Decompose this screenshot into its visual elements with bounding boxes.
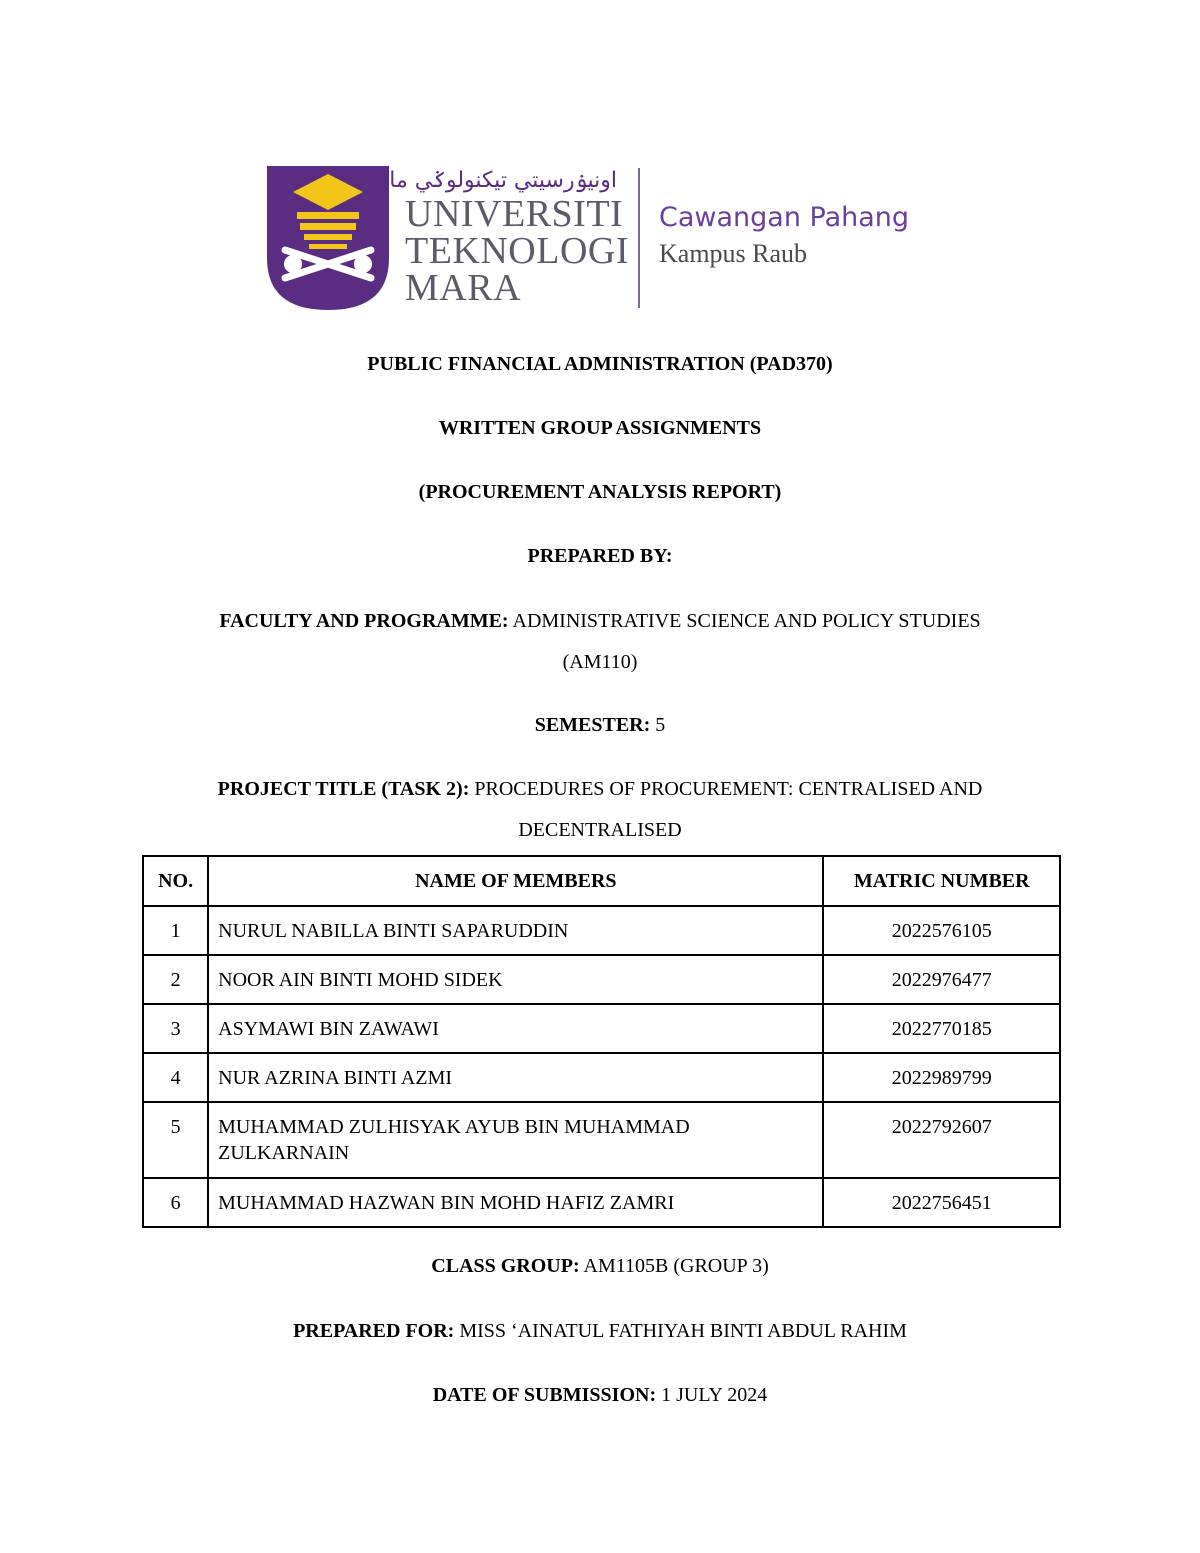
member-no: 2 bbox=[143, 955, 208, 1004]
member-matric: 2022756451 bbox=[823, 1178, 1060, 1227]
header-no: NO. bbox=[143, 856, 208, 906]
table-row bbox=[143, 906, 1060, 955]
project-title-line bbox=[0, 769, 1200, 809]
project-title-label: PROJECT TITLE (TASK 2): bbox=[217, 778, 470, 800]
member-name: NUR AZRINA BINTI AZMI bbox=[208, 1053, 823, 1102]
project-title-value: PROCEDURES OF PROCUREMENT: CENTRALISED AND bbox=[474, 778, 983, 800]
members-table bbox=[142, 855, 1061, 1228]
semester-label: SEMESTER: bbox=[534, 714, 651, 736]
prepared-for-label: PREPARED FOR: bbox=[293, 1320, 455, 1342]
class-group-value: AM1105B (GROUP 3) bbox=[583, 1255, 769, 1277]
member-no: 4 bbox=[143, 1053, 208, 1102]
member-name: NOOR AIN BINTI MOHD SIDEK bbox=[208, 955, 823, 1004]
member-name: MUHAMMAD HAZWAN BIN MOHD HAFIZ ZAMRI bbox=[208, 1178, 823, 1227]
member-name: MUHAMMAD ZULHISYAK AYUB BIN MUHAMMAD ZULKARNAIN bbox=[208, 1102, 823, 1178]
table-row bbox=[143, 1004, 1060, 1053]
header-name: NAME OF MEMBERS bbox=[208, 856, 823, 906]
member-no: 5 bbox=[143, 1102, 208, 1178]
table-row bbox=[143, 955, 1060, 1004]
header-matric: MATRIC NUMBER bbox=[823, 856, 1060, 906]
member-no: 6 bbox=[143, 1178, 208, 1227]
class-group-line bbox=[0, 1246, 1200, 1286]
prepared-for-line bbox=[0, 1311, 1200, 1351]
submission-date-line bbox=[0, 1375, 1200, 1415]
member-no: 1 bbox=[143, 906, 208, 955]
table-row bbox=[143, 1102, 1060, 1178]
logo-word: TEKNOLOGI bbox=[405, 230, 630, 272]
logo-word: MARA bbox=[405, 267, 522, 309]
logo-campus-branch: Cawangan Pahang bbox=[659, 202, 910, 233]
table-row bbox=[143, 1178, 1060, 1227]
prepared-for-value: MISS ‘AINATUL FATHIYAH BINTI ABDUL RAHIM bbox=[459, 1320, 907, 1342]
table-header-row bbox=[143, 856, 1060, 906]
table-row bbox=[143, 1053, 1060, 1102]
member-matric: 2022989799 bbox=[823, 1053, 1060, 1102]
member-name: NURUL NABILLA BINTI SAPARUDDIN bbox=[208, 906, 823, 955]
faculty-label: FACULTY AND PROGRAMME: bbox=[219, 610, 509, 632]
logo-divider bbox=[638, 168, 640, 308]
member-matric: 2022792607 bbox=[823, 1102, 1060, 1178]
prepared-by-heading: PREPARED BY: bbox=[527, 545, 673, 567]
project-title-cont: DECENTRALISED bbox=[518, 819, 682, 841]
class-group-label: CLASS GROUP: bbox=[431, 1255, 580, 1277]
semester-line bbox=[0, 705, 1200, 745]
member-no: 3 bbox=[143, 1004, 208, 1053]
submission-date-value: 1 JULY 2024 bbox=[661, 1384, 768, 1406]
member-name: ASYMAWI BIN ZAWAWI bbox=[208, 1004, 823, 1053]
logo-word: UNIVERSITI bbox=[405, 193, 624, 235]
member-matric: 2022576105 bbox=[823, 906, 1060, 955]
member-matric: 2022976477 bbox=[823, 955, 1060, 1004]
logo-arabic-text: اونيۏرسيتي تيكنولوݢي مارا bbox=[372, 168, 617, 193]
member-matric: 2022770185 bbox=[823, 1004, 1060, 1053]
assignment-title: WRITTEN GROUP ASSIGNMENTS bbox=[438, 417, 762, 439]
faculty-code: (AM110) bbox=[562, 651, 638, 673]
logo-wordmark bbox=[405, 193, 630, 309]
report-title: (PROCUREMENT ANALYSIS REPORT) bbox=[418, 481, 782, 503]
logo-campus-name: Kampus Raub bbox=[659, 239, 808, 268]
semester-value: 5 bbox=[655, 714, 666, 736]
university-logo bbox=[267, 166, 917, 310]
faculty-line bbox=[0, 601, 1200, 641]
submission-date-label: DATE OF SUBMISSION: bbox=[432, 1384, 657, 1406]
course-title: PUBLIC FINANCIAL ADMINISTRATION (PAD370) bbox=[367, 353, 833, 375]
faculty-value: ADMINISTRATIVE SCIENCE AND POLICY STUDIES bbox=[512, 610, 981, 632]
